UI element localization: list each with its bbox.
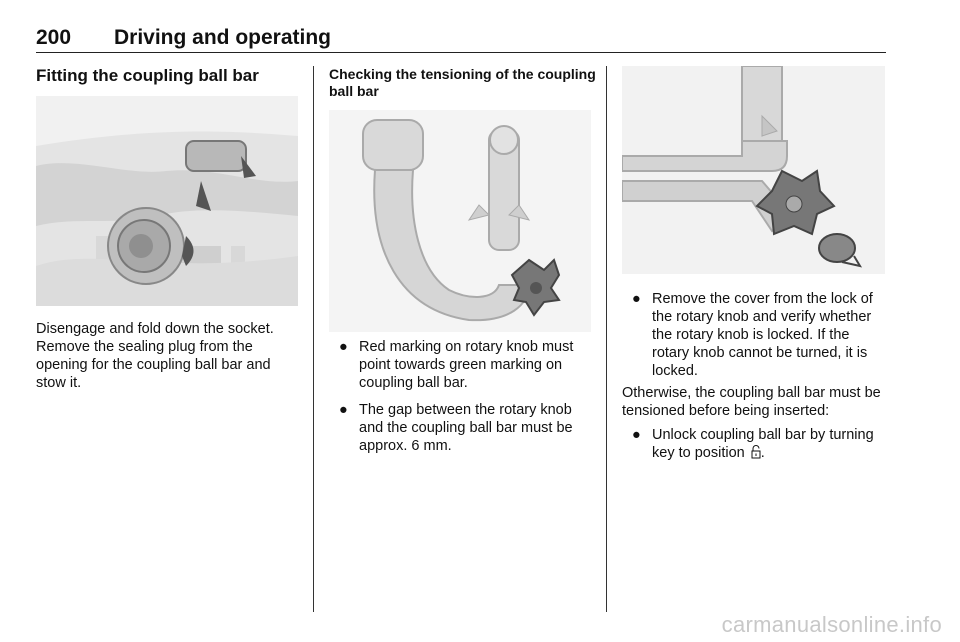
- list-item-text: Unlock coupling ball bar by turning key to position: [652, 427, 874, 461]
- page-header: [36, 26, 886, 53]
- unlocked-icon: [751, 445, 761, 459]
- list-item: [329, 338, 594, 392]
- heading-fitting: Fitting the coupling ball bar: [36, 66, 259, 85]
- column-divider: [606, 66, 607, 612]
- list-checking: [329, 338, 594, 464]
- heading-checking: Checking the tensioning of the coupling ball bar: [329, 66, 596, 99]
- illustration-rotary-knob: [622, 66, 885, 274]
- list-item: [622, 290, 887, 380]
- column-divider: [313, 66, 314, 612]
- list-item-text: The gap between the rotary knob and the coupling ball bar must be approx. 6 mm.: [359, 402, 573, 454]
- list-item-text: Remove the cover from the lock of the rotary knob and verify whether the rotary knob is locked. If the rotary knob cannot be turned, it is locked.: [652, 291, 873, 379]
- illustration-socket: [36, 96, 298, 306]
- watermark: carmanualsonline.info: [721, 612, 942, 637]
- bullet-icon: ●: [632, 427, 641, 443]
- sentence-end: .: [760, 445, 765, 461]
- bullet-icon: ●: [339, 402, 348, 418]
- paragraph-fitting: Disengage and fold down the socket. Remove the sealing plug from the opening for the coupling ball bar and stow it.: [36, 321, 274, 391]
- illustration-ball-bar: [329, 110, 591, 332]
- paragraph-otherwise: Otherwise, the coupling ball bar must be tensioned before being inserted:: [622, 385, 881, 419]
- list-unlock: [622, 426, 887, 471]
- bullet-icon: ●: [339, 339, 348, 355]
- list-item-text: Red marking on rotary knob must point towards green marking on coupling ball bar.: [359, 339, 574, 391]
- page-number: 200: [36, 26, 72, 49]
- bullet-icon: ●: [632, 291, 641, 307]
- list-cover: [622, 290, 887, 389]
- list-item: [329, 401, 594, 455]
- section-title: Driving and operating: [114, 26, 332, 49]
- list-item: [622, 426, 887, 462]
